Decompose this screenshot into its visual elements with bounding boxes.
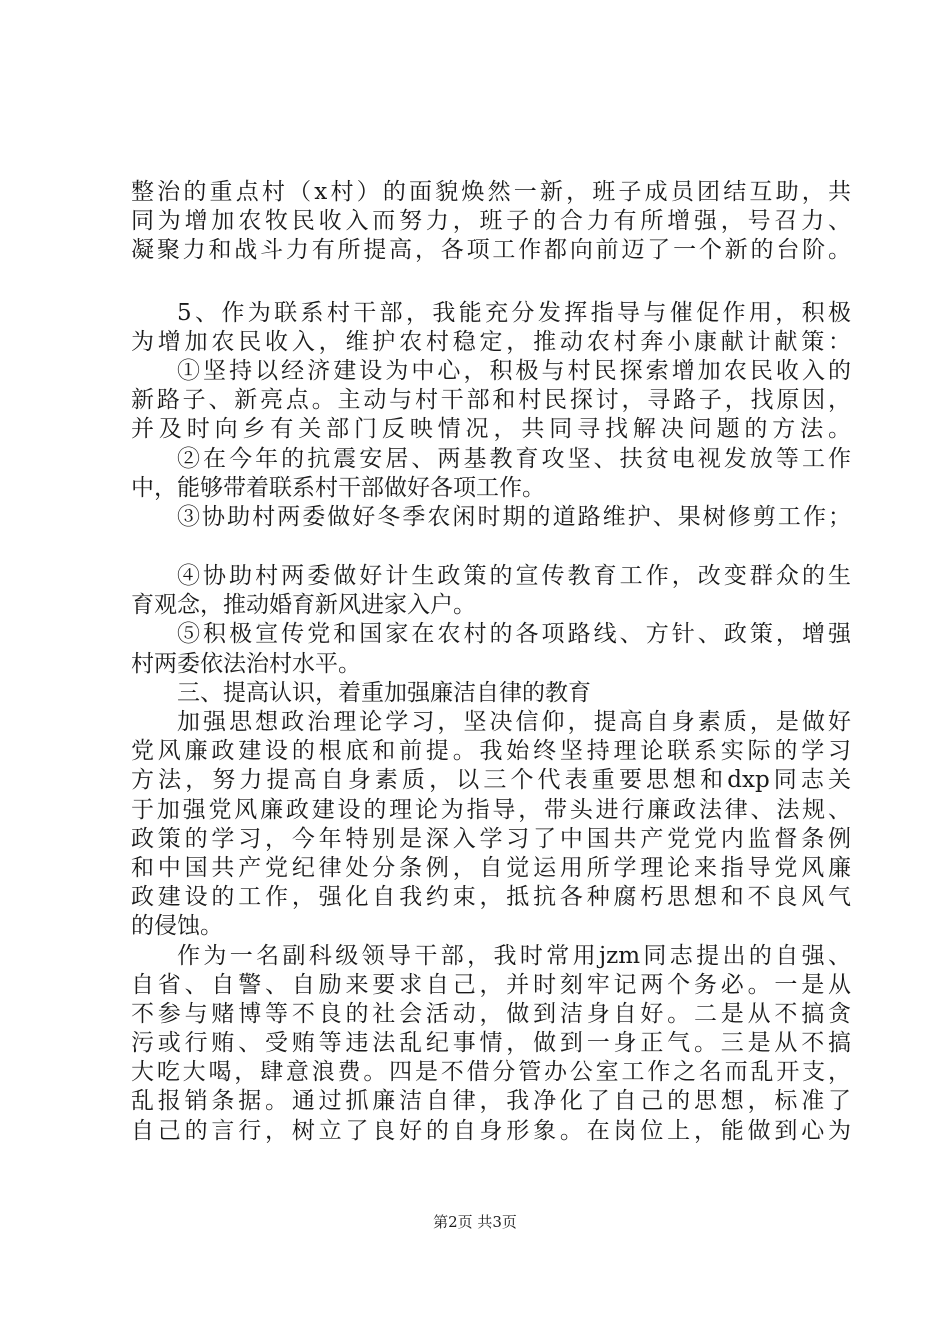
- page-footer: 第2页 共3页: [433, 1213, 517, 1231]
- text-line: 污或行贿、受贿等违法乱纪事情，做到一身正气。三是从不搞: [131, 1030, 851, 1057]
- text-line: 新路子、新亮点。主动与村干部和村民探讨，寻路子，找原因，: [131, 387, 851, 414]
- text-line: 村两委依法治村水平。: [131, 650, 361, 677]
- text-line: 凝聚力和战斗力有所提高，各项工作都向前迈了一个新的台阶。: [131, 237, 851, 264]
- text-line: 自己的言行，树立了良好的自身形象。在岗位上，能做到心为: [131, 1117, 851, 1144]
- text-line: 不参与赌博等不良的社会活动，做到洁身自好。二是从不搞贪: [131, 1000, 851, 1027]
- text-line: ⑤积极宣传党和国家在农村的各项路线、方针、政策，增强: [177, 621, 851, 648]
- text-line: 为增加农民收入，维护农村稳定，推动农村奔小康献计献策：: [131, 328, 851, 355]
- text-line: 自省、自警、自励来要求自己，并时刻牢记两个务必。一是从: [131, 971, 851, 998]
- text-line: ③协助村两委做好冬季农闲时期的道路维护、果树修剪工作；: [177, 503, 851, 530]
- text-line: 5、作为联系村干部，我能充分发挥指导与催促作用，积极: [177, 299, 851, 326]
- text-line: 育观念，推动婚育新风进家入户。: [131, 592, 476, 619]
- text-line: 政建设的工作，强化自我约束，抵抗各种腐朽思想和不良风气: [131, 884, 851, 911]
- text-line: 同为增加农牧民收入而努力，班子的合力有所增强，号召力、: [131, 208, 851, 235]
- text-line: 于加强党风廉政建设的理论为指导，带头进行廉政法律、法规、: [131, 796, 851, 823]
- text-line: 的侵蚀。: [131, 913, 223, 940]
- text-line: 并及时向乡有关部门反映情况，共同寻找解决问题的方法。: [131, 416, 851, 443]
- text-line: 加强思想政治理论学习，坚决信仰，提高自身素质，是做好: [177, 709, 851, 735]
- text-line: ②在今年的抗震安居、两基教育攻坚、扶贫电视发放等工作: [177, 445, 851, 472]
- text-line: 作为一名副科级领导干部，我时常用jzm同志提出的自强、: [177, 942, 851, 969]
- text-line: 整治的重点村（x村）的面貌焕然一新，班子成员团结互助，共: [131, 179, 851, 205]
- paragraph-gap: [131, 266, 851, 299]
- text-line: ①坚持以经济建设为中心，积极与村民探索增加农民收入的: [177, 357, 851, 384]
- text-line: ④协助村两委做好计生政策的宣传教育工作，改变群众的生: [177, 563, 851, 590]
- text-line: 和中国共产党纪律处分条例，自觉运用所学理论来指导党风廉: [131, 854, 851, 881]
- text-line: 大吃大喝，肆意浪费。四是不借分管办公室工作之名而乱开支，: [131, 1059, 851, 1086]
- document-body: [131, 178, 851, 1146]
- text-line: 乱报销条据。通过抓廉洁自律，我净化了自己的思想，标准了: [131, 1088, 851, 1115]
- text-line: 政策的学习，今年特别是深入学习了中国共产党党内监督条例: [131, 825, 851, 852]
- section-heading: 三、提高认识，着重加强廉洁自律的教育: [177, 679, 591, 706]
- text-line: 方法，努力提高自身素质，以三个代表重要思想和dxp同志关: [131, 767, 851, 794]
- text-line: 党风廉政建设的根底和前提。我始终坚持理论联系实际的学习: [131, 738, 851, 765]
- text-line: 中，能够带着联系村干部做好各项工作。: [131, 474, 545, 501]
- paragraph-gap: [131, 532, 851, 562]
